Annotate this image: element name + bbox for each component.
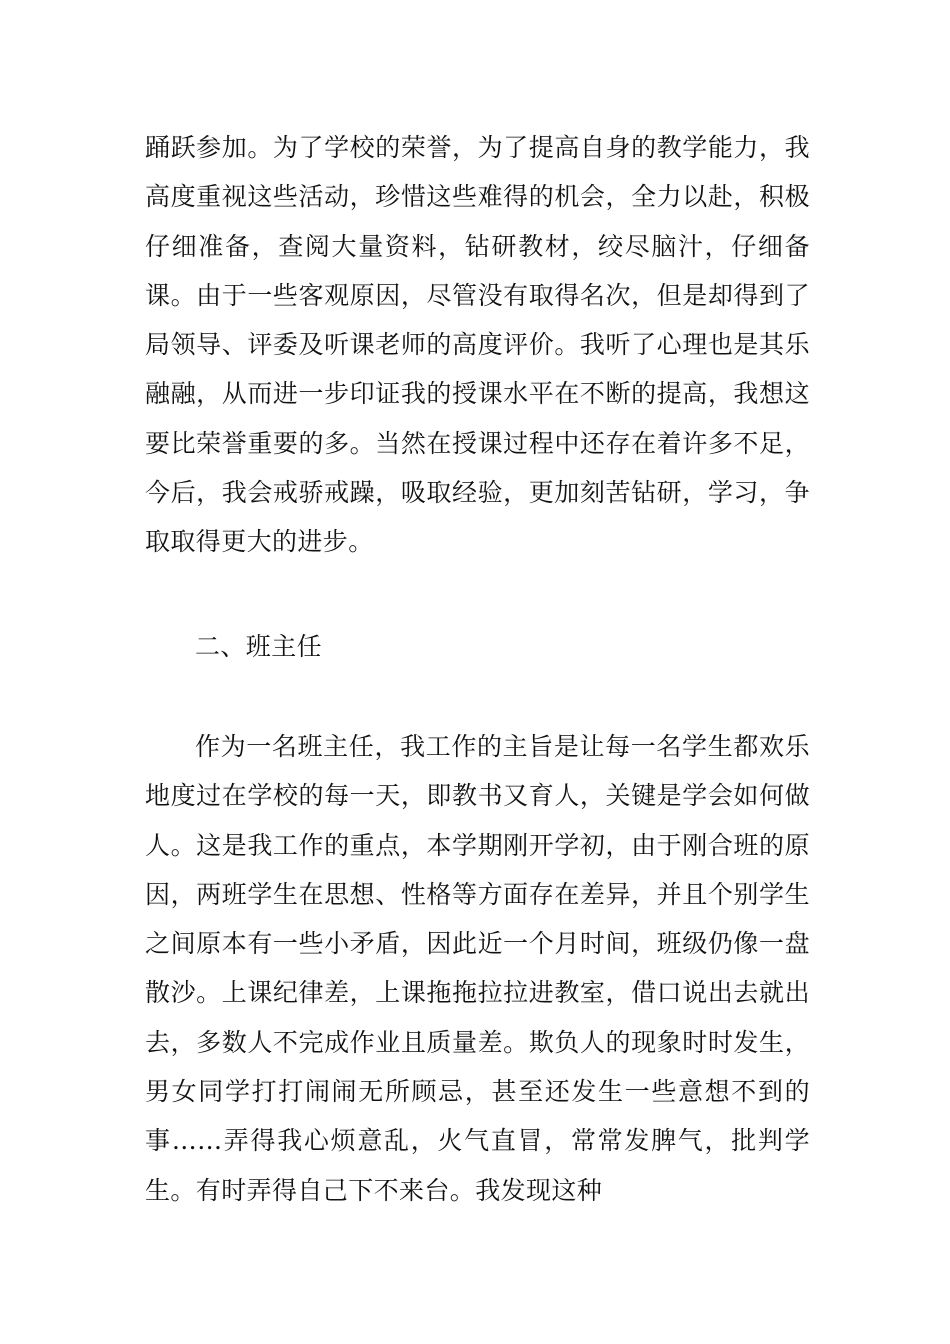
body-paragraph: 踊跃参加。为了学校的荣誉，为了提高自身的教学能力，我高度重视这些活动，珍惜这些难得的机会，全力以赴，积极仔细准备，查阅大量资料，钻研教材，绞尽脑汁，仔细备课。由于一些客观原因，尽管没有取得名次，但是却得到了局领导、评委及听课老师的高度评价。我听了心理也是其乐融融，从而进一步印证我的授课水平在不断的提高，我想这要比荣誉重要的多。当然在授课过程中还存在着许多不足，今后，我会戒骄戒躁，吸取经验，更加刻苦钻研，学习，争取取得更大的进步。	[145, 133, 810, 557]
section-heading: 二、班主任	[195, 632, 323, 661]
body-paragraph: 作为一名班主任，我工作的主旨是让每一名学生都欢乐地度过在学校的每一天，即教书又育人，关键是学会如何做人。这是我工作的重点，本学期刚开学初，由于刚合班的原因，两班学生在思想、性格等方面存在差异，并且个别学生之间原本有一些小矛盾，因此近一个月时间，班级仍像一盘散沙。上课纪律差，上课拖拖拉拉进教室，借口说出去就出去，多数人不完成作业且质量差。欺负人的现象时时发生，男女同学打打闹闹无所顾忌，甚至还发生一些意想不到的事……弄得我心烦意乱，火气直冒，常常发脾气，批判学生。有时弄得自己下不来台。我发现这种	[145, 732, 810, 1205]
